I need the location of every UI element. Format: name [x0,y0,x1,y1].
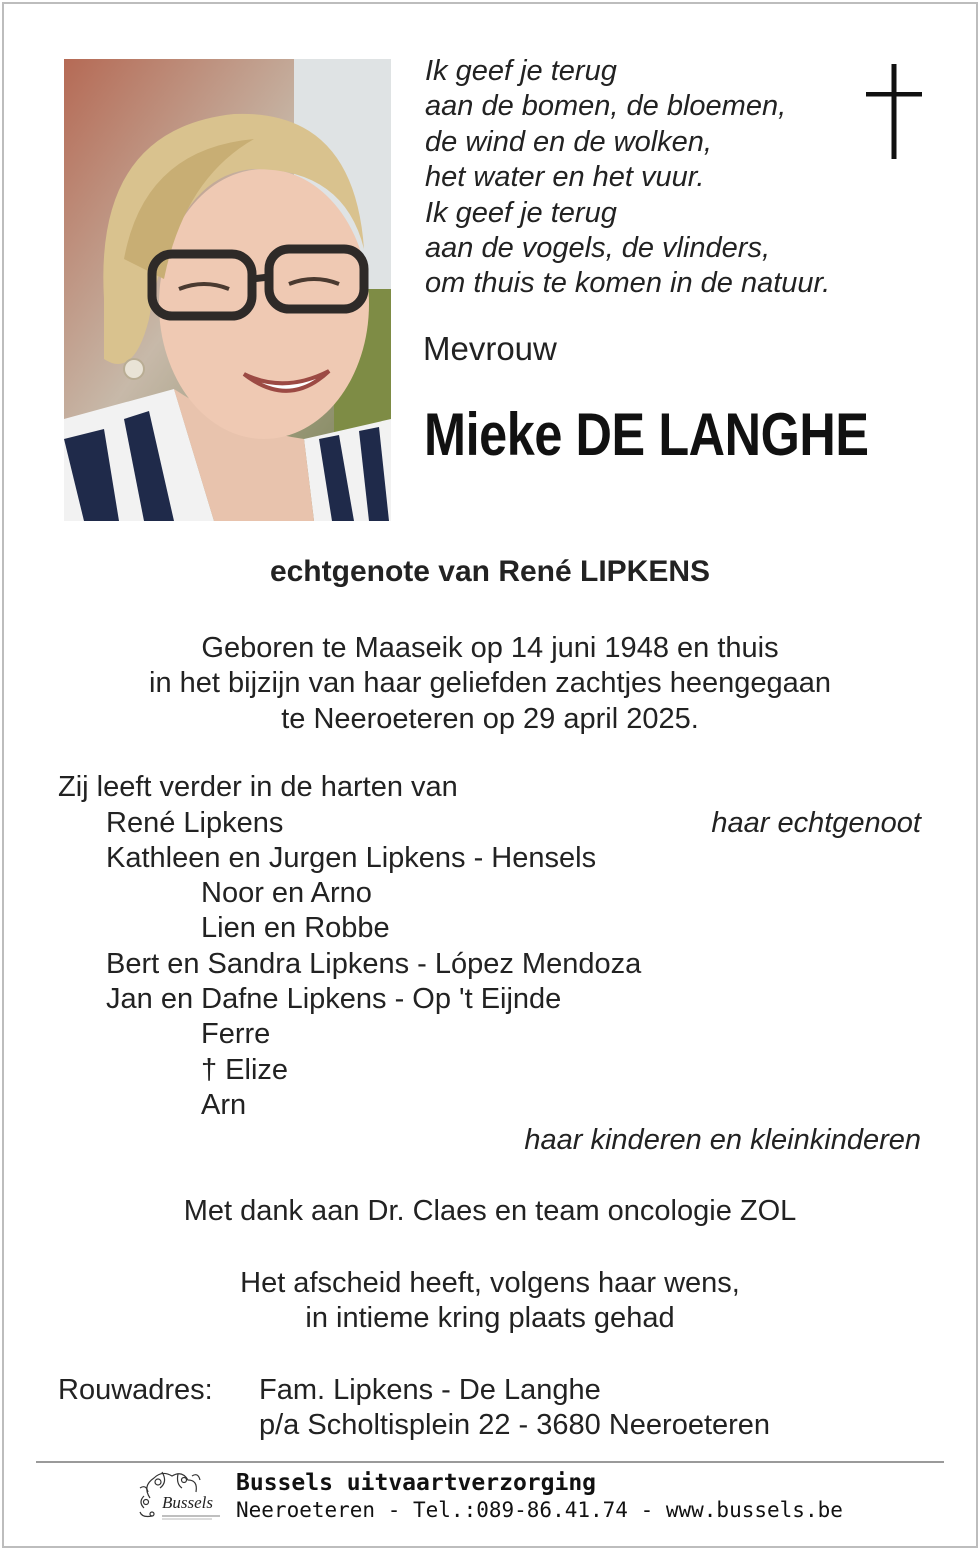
spouse-role: haar echtgenoot [711,807,921,839]
farewell-text [0,1266,980,1337]
family-member: Bert en Sandra Lipkens - López Mendoza [106,948,642,980]
funeral-home-contact: Neeroeteren - Tel.:089-86.41.74 - www.bussels.be [236,1498,843,1522]
spouse-line: echtgenote van René LIPKENS [269,555,711,588]
poem-line: Ik geef je terug [425,55,617,87]
family-member: Lien en Robbe [201,912,390,944]
family-member: Ferre [201,1018,271,1050]
address-line: Fam. Lipkens - De Langhe [259,1374,601,1406]
children-role: haar kinderen en kleinkinderen [524,1124,921,1156]
address-line: p/a Scholtisplein 22 - 3680 Neeroeteren [259,1409,771,1441]
poem [425,54,830,302]
thanks-text: Met dank aan Dr. Claes en team oncologie ZOL [183,1195,797,1227]
poem-line: aan de vogels, de vlinders, [425,232,770,265]
farewell-line: Het afscheid heeft, volgens haar wens, [240,1267,740,1299]
address-label: Rouwadres: [58,1374,213,1406]
footer-divider [36,1461,944,1463]
family-member: Arn [201,1089,247,1121]
deceased-name: Mieke DE LANGHE [424,401,869,468]
bio-line: in het bijzijn van haar geliefden zachtjes heengegaan [149,667,831,700]
poem-line: om thuis te komen in de natuur. [425,267,831,300]
bio-line: te Neeroeteren op 29 april 2025. [281,702,699,735]
logo-text: Bussels [162,1493,213,1512]
funeral-home-name: Bussels uitvaartverzorging [236,1470,597,1496]
poem-line: de wind en de wolken, [425,125,712,158]
birth-death-text [0,631,980,737]
portrait-photo [64,59,391,521]
poem-line: Ik geef je terug [425,196,617,229]
family-member: † Elize [201,1054,289,1086]
farewell-line: in intieme kring plaats gehad [305,1302,675,1335]
honorific: Mevrouw [423,330,557,367]
family-member: Kathleen en Jurgen Lipkens - Hensels [106,842,597,874]
family-intro: Zij leeft verder in de harten van [58,771,458,803]
cross-icon [866,64,922,159]
family-spouse: René Lipkens [106,807,284,839]
family-member: Jan en Dafne Lipkens - Op 't Eijnde [106,983,562,1015]
bio-line: Geboren te Maaseik op 14 juni 1948 en thuis [201,632,779,664]
family-member: Noor en Arno [201,877,372,909]
poem-line: het water en het vuur. [425,161,705,194]
bussels-logo-icon [132,1468,222,1526]
poem-line: aan de bomen, de bloemen, [425,90,787,123]
